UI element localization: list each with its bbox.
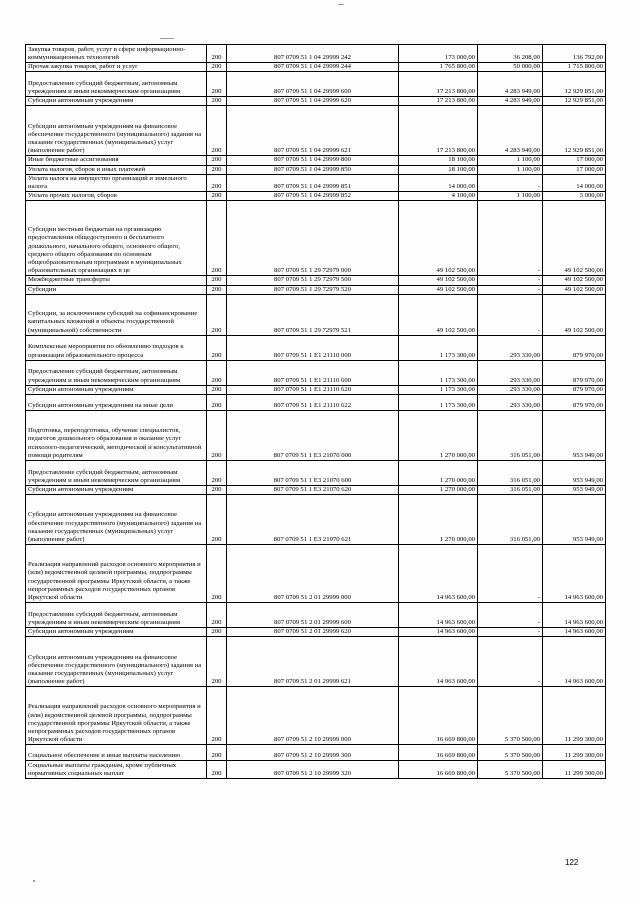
row-budget-code-cell: 807 0709 51 1 04 29999 244 [227,63,399,72]
row-unexecuted-cell: 11 299 300,00 [543,761,606,779]
row-unexecuted-cell: 49 102 500,00 [543,201,606,276]
row-line-code-cell: 200 [207,486,227,495]
row-approved-cell: 18 100,00 [399,165,478,174]
row-name-cell: Межбюджетные трансферты [26,276,207,285]
row-name-cell: Предоставление субсидий бюджетным, автономным учреждениям и иным некоммерческим организациям [26,360,207,385]
row-budget-code-cell: 807 0709 51 2 10 29999 000 [227,687,399,745]
row-approved-cell: 1 765 800,00 [399,63,478,72]
table-row [26,72,606,97]
row-unexecuted-cell: 879 970,00 [543,395,606,411]
row-executed-cell: 316 051,00 [478,495,543,545]
row-budget-code-cell: 807 0709 51 1 04 29999 621 [227,106,399,156]
row-budget-code-cell: 807 0709 51 1 04 29999 800 [227,156,399,165]
table-row [26,360,606,385]
row-line-code-cell: 200 [207,495,227,545]
row-name-cell: Иные бюджетные ассигнования [26,156,207,165]
row-budget-code-cell: 807 0709 51 2 01 29999 600 [227,603,399,628]
row-line-code-cell: 200 [207,335,227,360]
row-budget-code-cell: 807 0709 51 1 29 72979 000 [227,201,399,276]
table-body [26,45,606,779]
row-approved-cell: 1 270 000,00 [399,461,478,486]
row-name-cell: Субсидии автономным учреждениям [26,486,207,495]
row-approved-cell: 1 270 000,00 [399,495,478,545]
row-name-cell: Социальное обеспечение и иные выплаты населению [26,745,207,761]
row-budget-code-cell: 807 0709 51 1 29 72979 500 [227,276,399,285]
table-row [26,385,606,394]
row-approved-cell: 17 213 800,00 [399,97,478,106]
row-executed-cell: - [478,294,543,335]
row-unexecuted-cell: 953 949,00 [543,486,606,495]
table-row [26,687,606,745]
row-approved-cell: 14 963 600,00 [399,628,478,637]
budget-execution-table [25,44,606,779]
row-unexecuted-cell: 14 000,00 [543,174,606,191]
row-name-cell: Предоставление субсидий бюджетным, автономным учреждениям и иным некоммерческим организациям [26,603,207,628]
row-executed-cell: 4 283 949,00 [478,72,543,97]
row-approved-cell: 49 102 500,00 [399,285,478,294]
row-name-cell: Субсидии [26,285,207,294]
row-approved-cell: 1 173 300,00 [399,385,478,394]
row-executed-cell: - [478,174,543,191]
row-executed-cell: 293 330,00 [478,395,543,411]
row-name-cell: Субсидии, за исключением субсидий на софинансирование капитальных вложений в объекты государственной (муниципальной) собственности [26,294,207,335]
row-executed-cell: - [478,201,543,276]
row-approved-cell: 17 213 800,00 [399,72,478,97]
row-approved-cell: 4 100,00 [399,192,478,201]
row-budget-code-cell: 807 0709 51 1 E3 21070 621 [227,495,399,545]
table-row [26,276,606,285]
row-executed-cell: 316 051,00 [478,411,543,461]
row-unexecuted-cell: 953 949,00 [543,411,606,461]
row-name-cell: Социальные выплаты гражданам, кроме публичных нормативных социальных выплат [26,761,207,779]
row-budget-code-cell: 807 0709 51 1 E1 21110 000 [227,335,399,360]
row-unexecuted-cell: 49 102 500,00 [543,294,606,335]
row-executed-cell: - [478,628,543,637]
row-line-code-cell: 200 [207,461,227,486]
row-line-code-cell: 200 [207,63,227,72]
row-approved-cell: 173 000,00 [399,45,478,63]
row-line-code-cell: 200 [207,628,227,637]
row-executed-cell: 316 051,00 [478,461,543,486]
row-budget-code-cell: 807 0709 51 1 04 29999 242 [227,45,399,63]
row-budget-code-cell: 807 0709 51 1 04 29999 851 [227,174,399,191]
row-unexecuted-cell: 14 963 600,00 [543,637,606,687]
row-line-code-cell: 200 [207,165,227,174]
row-line-code-cell: 200 [207,294,227,335]
row-executed-cell: 1 100,00 [478,192,543,201]
row-line-code-cell: 200 [207,72,227,97]
row-name-cell: Субсидии автономным учреждениям на финансовое обеспечение государственного (муниципального) задания на оказание государственных (муниципальных) услуг (выполнение работ) [26,637,207,687]
row-name-cell: Уплата налогов, сборов и иных платежей [26,165,207,174]
row-unexecuted-cell: 17 000,00 [543,156,606,165]
row-name-cell: Предоставление субсидий бюджетным, автономным учреждениям и иным некоммерческим организациям [26,461,207,486]
row-unexecuted-cell: 12 929 851,00 [543,106,606,156]
scan-speck [338,4,344,5]
row-unexecuted-cell: 49 102 500,00 [543,276,606,285]
row-executed-cell: 5 370 500,00 [478,761,543,779]
row-unexecuted-cell: 953 949,00 [543,461,606,486]
row-unexecuted-cell: 12 929 851,00 [543,72,606,97]
row-line-code-cell: 200 [207,395,227,411]
row-unexecuted-cell: 879 970,00 [543,385,606,394]
row-executed-cell: 1 100,00 [478,156,543,165]
table-row [26,637,606,687]
row-name-cell: Субсидии автономным учреждениям [26,628,207,637]
row-name-cell: Субсидии автономным учреждениям [26,385,207,394]
row-approved-cell: 1 270 000,00 [399,486,478,495]
row-line-code-cell: 200 [207,687,227,745]
row-budget-code-cell: 807 0709 51 1 29 72979 521 [227,294,399,335]
row-approved-cell: 16 669 800,00 [399,745,478,761]
row-approved-cell: 17 213 800,00 [399,106,478,156]
page-number: 122 [565,858,579,867]
table-row [26,106,606,156]
row-budget-code-cell: 807 0709 51 2 01 29999 000 [227,545,399,603]
row-line-code-cell: 200 [207,192,227,201]
row-executed-cell: 5 370 500,00 [478,687,543,745]
table-row [26,174,606,191]
row-budget-code-cell: 807 0709 51 2 10 29999 300 [227,745,399,761]
row-executed-cell: 5 370 500,00 [478,745,543,761]
row-unexecuted-cell: 14 963 600,00 [543,603,606,628]
table-row [26,461,606,486]
row-approved-cell: 14 963 600,00 [399,545,478,603]
row-budget-code-cell: 807 0709 51 1 E1 21110 620 [227,385,399,394]
row-executed-cell: - [478,276,543,285]
row-executed-cell: - [478,603,543,628]
row-approved-cell: 1 173 300,00 [399,335,478,360]
row-executed-cell: 293 330,00 [478,360,543,385]
row-budget-code-cell: 807 0709 51 1 04 29999 620 [227,97,399,106]
row-approved-cell: 49 102 500,00 [399,276,478,285]
row-unexecuted-cell: 12 929 851,00 [543,97,606,106]
row-line-code-cell: 200 [207,385,227,394]
row-unexecuted-cell: 879 970,00 [543,360,606,385]
row-budget-code-cell: 807 0709 51 1 04 29999 600 [227,72,399,97]
row-approved-cell: 18 100,00 [399,156,478,165]
table-row [26,411,606,461]
row-name-cell: Субсидии местным бюджетам на организацию предоставления общедоступного и бесплатного дошкольного, начального общего, основного общего, среднего общего образования по основным общеобразовательным программам в муниципальных образовательных организациях в це [26,201,207,276]
row-executed-cell: 316 051,00 [478,486,543,495]
row-name-cell: Комплексные мероприятия по обновлению подходов к организации образовательного процесса [26,335,207,360]
table-row [26,285,606,294]
row-executed-cell: 4 283 949,00 [478,97,543,106]
table-row [26,395,606,411]
row-budget-code-cell: 807 0709 51 1 04 29999 852 [227,192,399,201]
table-row [26,745,606,761]
row-line-code-cell: 200 [207,156,227,165]
row-unexecuted-cell: 14 963 600,00 [543,628,606,637]
row-executed-cell: 1 100,00 [478,165,543,174]
scan-speck [33,880,35,882]
row-executed-cell: - [478,545,543,603]
table-row [26,603,606,628]
row-unexecuted-cell: 3 000,00 [543,192,606,201]
row-approved-cell: 1 173 300,00 [399,395,478,411]
row-name-cell: Реализация направлений расходов основного мероприятия и (или) ведомственной целевой программы, подпрограммы государственной программы Иркутской области, а также непрограммных расходов государственных органов Иркутской области [26,545,207,603]
table-row [26,165,606,174]
scan-speck [160,38,174,39]
row-name-cell: Уплата прочих налогов, сборов [26,192,207,201]
row-budget-code-cell: 807 0709 51 1 E1 21110 600 [227,360,399,385]
table-row [26,294,606,335]
row-line-code-cell: 200 [207,603,227,628]
table-row [26,63,606,72]
row-line-code-cell: 200 [207,360,227,385]
row-name-cell: Реализация направлений расходов основного мероприятия и (или) ведомственной целевой программы, подпрограммы государственной программы Иркутской области, а также непрограммных расходов государственных органов Иркутской области [26,687,207,745]
row-unexecuted-cell: 1 715 800,00 [543,63,606,72]
row-budget-code-cell: 807 0709 51 2 01 29999 620 [227,628,399,637]
row-line-code-cell: 200 [207,174,227,191]
row-unexecuted-cell: 49 102 500,00 [543,285,606,294]
row-line-code-cell: 200 [207,745,227,761]
row-unexecuted-cell: 11 299 300,00 [543,745,606,761]
row-unexecuted-cell: 136 792,00 [543,45,606,63]
row-name-cell: Субсидии автономным учреждениям на иные цели [26,395,207,411]
row-executed-cell: - [478,637,543,687]
row-name-cell: Предоставление субсидий бюджетным, автономным учреждениям и иным некоммерческим организациям [26,72,207,97]
row-approved-cell: 49 102 500,00 [399,294,478,335]
row-name-cell: Субсидии автономным учреждениям на финансовое обеспечение государственного (муниципального) задания на оказание государственных (муниципальных) услуг (выполнение работ) [26,106,207,156]
row-unexecuted-cell: 11 299 300,00 [543,687,606,745]
row-budget-code-cell: 807 0709 51 1 29 72979 520 [227,285,399,294]
row-unexecuted-cell: 17 000,00 [543,165,606,174]
table-row [26,335,606,360]
row-budget-code-cell: 807 0709 51 2 01 29999 621 [227,637,399,687]
row-executed-cell: 36 208,00 [478,45,543,63]
table-row [26,495,606,545]
row-budget-code-cell: 807 0709 51 1 E3 21070 000 [227,411,399,461]
row-line-code-cell: 200 [207,637,227,687]
row-budget-code-cell: 807 0709 51 1 04 29999 850 [227,165,399,174]
row-line-code-cell: 200 [207,97,227,106]
row-line-code-cell: 200 [207,545,227,603]
row-executed-cell: 4 283 949,00 [478,106,543,156]
row-approved-cell: 1 173 300,00 [399,360,478,385]
row-approved-cell: 14 963 600,00 [399,637,478,687]
row-line-code-cell: 200 [207,285,227,294]
row-name-cell: Уплата налога на имущество организаций и земельного налога [26,174,207,191]
row-line-code-cell: 200 [207,761,227,779]
row-line-code-cell: 200 [207,106,227,156]
row-unexecuted-cell: 879 970,00 [543,335,606,360]
row-executed-cell: 293 330,00 [478,385,543,394]
row-approved-cell: 1 270 000,00 [399,411,478,461]
row-name-cell: Закупка товаров, работ, услуг в сфере информационно-коммуникационных технологий [26,45,207,63]
row-budget-code-cell: 807 0709 51 2 10 29999 320 [227,761,399,779]
row-approved-cell: 14 963 600,00 [399,603,478,628]
table-row [26,45,606,63]
table-row [26,761,606,779]
row-budget-code-cell: 807 0709 51 1 E1 21110 622 [227,395,399,411]
table-row [26,486,606,495]
row-executed-cell: 293 330,00 [478,335,543,360]
row-name-cell: Прочая закупка товаров, работ и услуг [26,63,207,72]
row-line-code-cell: 200 [207,45,227,63]
row-executed-cell: 50 000,00 [478,63,543,72]
row-name-cell: Субсидии автономным учреждениям на финансовое обеспечение государственного (муниципального) задания на оказание государственных (муниципальных) услуг (выполнение работ) [26,495,207,545]
row-approved-cell: 16 669 800,00 [399,761,478,779]
table-row [26,192,606,201]
row-name-cell: Подготовка, переподготовка, обучение специалистов, педагогов дошкольного образования и оказание услуг психолого-педагогической, методической и консультативной помощи родителям [26,411,207,461]
row-approved-cell: 49 102 500,00 [399,201,478,276]
row-unexecuted-cell: 14 963 600,00 [543,545,606,603]
row-budget-code-cell: 807 0709 51 1 E3 21070 600 [227,461,399,486]
row-line-code-cell: 200 [207,276,227,285]
table-row [26,545,606,603]
row-name-cell: Субсидии автономным учреждениям [26,97,207,106]
row-approved-cell: 16 669 800,00 [399,687,478,745]
table-row [26,97,606,106]
row-executed-cell: - [478,285,543,294]
table-row [26,201,606,276]
table-row [26,628,606,637]
row-unexecuted-cell: 953 949,00 [543,495,606,545]
row-budget-code-cell: 807 0709 51 1 E3 21070 620 [227,486,399,495]
row-line-code-cell: 200 [207,201,227,276]
row-line-code-cell: 200 [207,411,227,461]
table-row [26,156,606,165]
row-approved-cell: 14 000,00 [399,174,478,191]
